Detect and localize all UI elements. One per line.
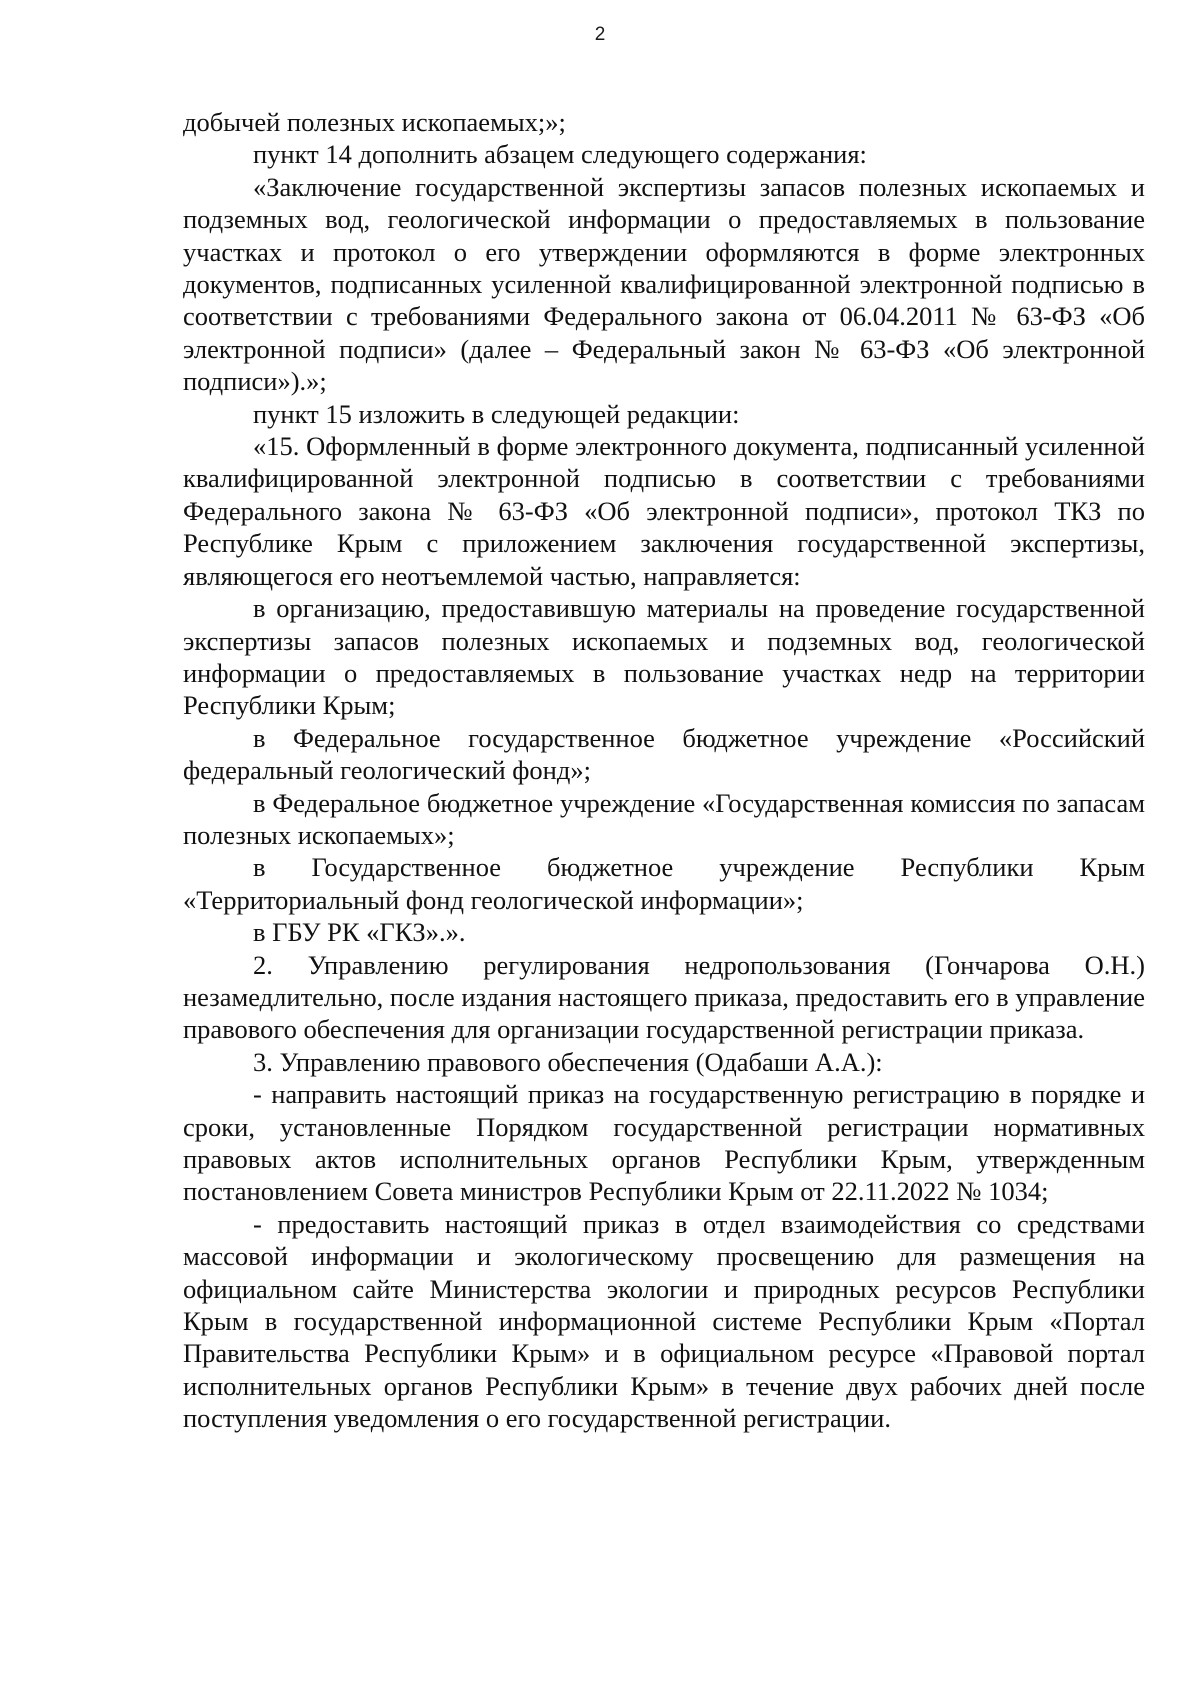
paragraph: в Федеральное бюджетное учреждение «Государственная комиссия по запасам полезных ископаемых»; [183,787,1145,850]
paragraph: пункт 15 изложить в следующей редакции: [253,398,740,429]
paragraph: 3. Управлению правового обеспечения (Одабаши А.А.): [253,1046,883,1077]
paragraph: добычей полезных ископаемых;»; [183,107,566,137]
paragraph: 2. Управлению регулирования недропользования (Гончарова О.Н.) незамедлительно, после издания настоящего приказа, предоставить его в управление правового обеспечения для организации государственной регистрации приказа. [183,949,1145,1045]
paragraph: «15. Оформленный в форме электронного документа, подписанный усиленной квалифицированной электронной подписью в соответствии с требованиями Федерального закона № 63-ФЗ «Об электронной подписи», протокол ТКЗ по Республике Крым с приложением заключения государственной экспертизы, являющегося его неотъемлемой частью, направляется: [183,431,1145,591]
paragraph: в Федеральное государственное бюджетное учреждение «Российский федеральный геологический фонд»; [183,722,1145,786]
document-body [183,106,1145,1435]
paragraph: - предоставить настоящий приказ в отдел взаимодействия со средствами массовой информации и экологическому просвещению для размещения на официальном сайте Министерства экологии и природных ресурсов Республики Крым в государственной информационной системе Республики Крым «Портал Правительства Республики Крым» и в официальном ресурсе «Правовой портал исполнительных органов Республики Крым» в течение двух рабочих дней после поступления уведомления о его государственной регистрации. [183,1208,1145,1434]
paragraph: пункт 14 дополнить абзацем следующего содержания: [253,139,867,170]
page-number: 2 [594,24,606,45]
paragraph: в ГБУ РК «ГКЗ».». [253,917,466,948]
paragraph: в Государственное бюджетное учреждение Республики Крым «Территориальный фонд геологической информации»; [183,852,1145,915]
paragraph: «Заключение государственной экспертизы запасов полезных ископаемых и подземных вод, геологической информации о предоставляемых в пользование участках и протокол о его утверждении оформляются в форме электронных документов, подписанных усиленной квалифицированной электронной подписью в соответствии с требованиями Федерального закона от 06.04.2011 № 63-ФЗ «Об электронной подписи» (далее – Федеральный закон № 63-ФЗ «Об электронной подписи»).»; [183,171,1145,397]
paragraph: - направить настоящий приказ на государственную регистрацию в порядке и сроки, установленные Порядком государственной регистрации нормативных правовых актов исполнительных органов Республики Крым, утвержденным постановлением Совета министров Республики Крым от 22.11.2022 № 1034; [183,1079,1145,1207]
paragraph: в организацию, предоставившую материалы на проведение государственной экспертизы запасов полезных ископаемых и подземных вод, геологической информации о предоставляемых в пользование участках недр на территории Республики Крым; [183,593,1145,721]
